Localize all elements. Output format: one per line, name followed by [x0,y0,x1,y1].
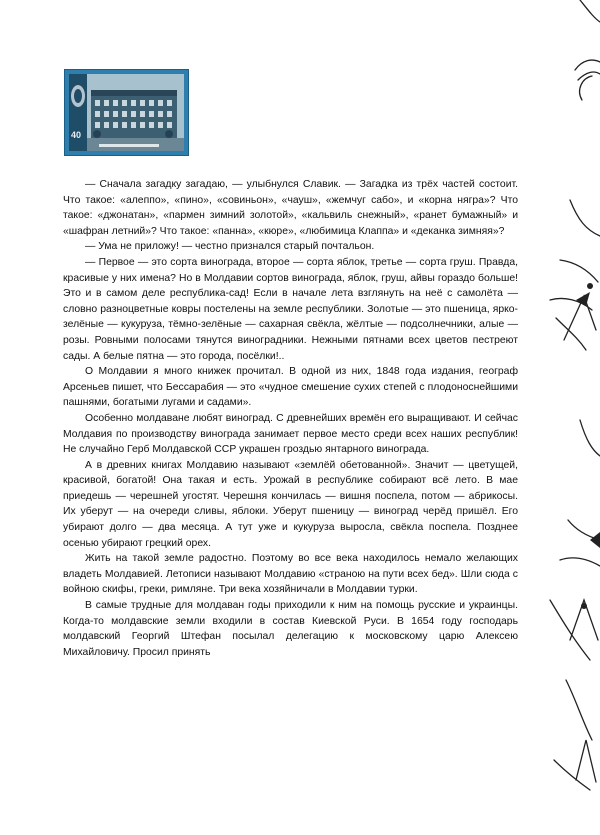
stamp-picture [69,74,184,151]
paragraph: — Первое — это сорта винограда, второе — сорта яблок, третье — сорта груш. Правда, красивые у них имена? Но в Молдавии сортов винограда, яблок, груш, айвы гораздо больше! Это и в самом деле республика-сад! Если в начале лета взглянуть на неё с самолёта — словно разноцветные ковры постелены на земле республики. Золотые — это пшеница, ярко-зелёные — кукуруза, тёмно-зелёные — сахарная свёкла, жёлтые — подсолнечники, алые — розы. Ровными полосами тянутся виноградники. Нежными пятнами всех цветов пестреют сады. А белые пятна — это города, посёлки!.. [63,256,518,362]
stamp-value: 40 [71,130,82,140]
sketch-decoration-icon [520,0,600,835]
moldova-building-stamp-icon [69,74,184,151]
postage-stamp [64,69,189,156]
paragraph: Жить на такой земле радостно. Поэтому во все века находилось немало желающих владеть Молдавией. Летописи называют Молдавию «страною на пути всех бед». Шли сюда с войною скифы, греки, римляне. Три века хозяйничали в Молдавии турки. [63,553,518,596]
paragraph: — Ума не приложу! — честно признался старый почтальон. [85,241,375,253]
paragraph: Особенно молдаване любят виноград. С древнейших времён его выращивают. И сейчас Молдавия по производству винограда занимает первое место среди всех наших республик! Не случайно Герб Молдавской ССР украшен гроздью янтарного винограда. [63,412,518,456]
paragraph: А в древних книгах Молдавию называют «землёй обетованной». Значит — цветущей, красивой, богатой! Она такая и есть. Урожай в республике собирают всё лето. В мае приедешь — черешней угостят. Черешня кончилась — вишня поспела, потом — абрикосы. Их уберут — на очереди сливы, яблоки. Уберут пшеницу — виноград черёд пришёл. Его убирают долго — два месяца. А тут уже и кукуруза выросла, свёкла поспела. Позднее осенью убирают грецкий орех. [63,459,518,549]
paragraph: О Молдавии я много книжек прочитал. В одной из них, 1848 года издания, географ Арсеньев пишет, что Бессарабия — это «чудное смешение сухих степей с плодоноснейшими пашнями, богатыми лугами и садами». [63,366,518,409]
paragraph: В самые трудные для молдаван годы приходили к ним на помощь русские и украинцы. Когда-то молдавские земли входили в состав Киевской Руси. В 1654 году господарь молдавский Георгий Штефан посылал делегацию к московскому царю Алексею Михайловичу. Просил принять [63,600,518,658]
paragraph: — Сначала загадку загадаю, — улыбнулся Славик. — Загадка из трёх частей состоит. Что такое: «алеппо», «пино», «совиньон», «чауш», «жемчуг сабо», и «корна нягра»? Что такое: «джонатан», «пармен зимний золотой», «кальвиль снежный», «ранет бумажный» и «шафран летний»? Что такое: «панна», «кюре», «любимица Клаппа» и «деканка зимняя»? [63,179,518,237]
article-text [63,177,518,660]
